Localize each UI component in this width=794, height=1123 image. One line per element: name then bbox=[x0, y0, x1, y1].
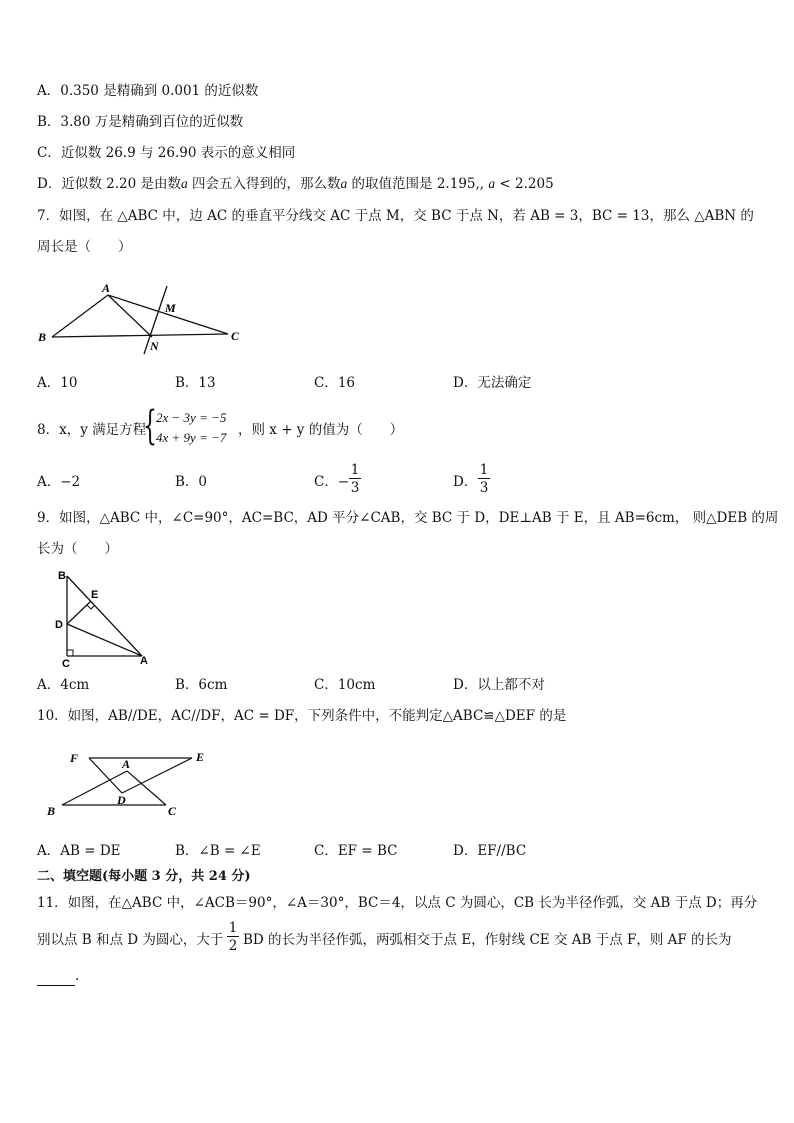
q6-option-d-mid2: 的取值范围是 2.195 bbox=[347, 176, 476, 192]
q9-option-a: A．4cm bbox=[37, 677, 90, 693]
q9-figure bbox=[52, 566, 156, 670]
q8-stem-prefix: 8．x，y 满足方程 bbox=[37, 422, 147, 438]
label-e: E bbox=[196, 750, 205, 764]
segment-bc bbox=[52, 334, 228, 337]
q7-option-d: D．无法确定 bbox=[453, 375, 532, 391]
label-a: A bbox=[140, 655, 148, 667]
q8-option-c-prefix: C．− bbox=[314, 474, 350, 490]
label-a: A bbox=[122, 757, 131, 771]
q8-option-b: B．0 bbox=[175, 474, 208, 490]
q10-stem: 10．如图，AB//DE，AC//DF，AC = DF，下列条件中，不能判定△ABC≌△DEF 的是 bbox=[37, 708, 567, 724]
label-n: N bbox=[150, 339, 159, 353]
q9-option-c: C．10cm bbox=[314, 677, 376, 693]
q6-option-d bbox=[37, 174, 554, 194]
segment-da bbox=[67, 624, 142, 656]
q11-answer-line bbox=[37, 966, 79, 986]
segment-ba bbox=[52, 295, 108, 337]
q11-stem-line2b: BD 的长为半径作弧，两弧相交于点 E，作射线 CE 交 AB 于点 F，则 AF 的长为 bbox=[243, 932, 732, 948]
label-b: B bbox=[58, 570, 66, 582]
right-angle-e bbox=[87, 605, 95, 609]
q8-equation-1: 2x − 3y = −5 bbox=[156, 410, 227, 425]
var-a: a bbox=[488, 176, 496, 191]
label-c: C bbox=[62, 658, 70, 670]
q9-stem-line1: 9．如图，△ABC 中，∠C=90°，AC=BC，AD 平分∠CAB，交 BC 于 D，DE⊥AB 于 E，且 AB=6cm， 则△DEB 的周 bbox=[37, 510, 779, 526]
label-b: B bbox=[47, 804, 56, 818]
q9-stem-line2: 长为（ ） bbox=[37, 541, 118, 557]
q6-option-d-mid: 四会五入得到的，那么数 bbox=[187, 176, 341, 192]
label-m: M bbox=[165, 301, 176, 315]
section-heading: 二、填空题(每小题 3 分，共 24 分) bbox=[37, 869, 251, 884]
q7-stem-line1: 7．如图，在 △ABC 中，边 AC 的垂直平分线交 AC 于点 M，交 BC 于点 N，若 AB = 3，BC = 13，那么 △ABN 的 bbox=[37, 208, 754, 224]
q7-option-b: B．13 bbox=[175, 375, 216, 391]
q6-option-d-prefix: D．近似数 2.20 是由数 bbox=[37, 176, 181, 192]
q6-option-d-range: ,, bbox=[475, 176, 489, 192]
answer-blank[interactable] bbox=[37, 971, 75, 986]
label-d: D bbox=[55, 619, 63, 631]
q8-option-d-prefix: D． bbox=[453, 474, 478, 490]
label-d: D bbox=[117, 793, 126, 807]
q8-equation-2: 4x + 9y = −7 bbox=[156, 430, 227, 445]
fraction-denominator: 2 bbox=[228, 938, 238, 954]
q10-option-d: D．EF//BC bbox=[453, 843, 527, 859]
fraction-numerator: 1 bbox=[350, 462, 360, 478]
q7-option-c: C．16 bbox=[314, 375, 356, 391]
q6-option-d-tail: < 2.205 bbox=[495, 176, 554, 192]
q9-option-b: B．6cm bbox=[175, 677, 228, 693]
q8-option-d-fraction bbox=[478, 462, 490, 497]
var-a: a bbox=[340, 176, 348, 191]
q7-figure bbox=[36, 280, 251, 358]
segment-ba bbox=[67, 576, 142, 656]
label-b: B bbox=[38, 330, 47, 344]
system-brace: { bbox=[143, 403, 157, 449]
q11-period: . bbox=[75, 968, 80, 984]
q11-stem-line2a: 别以点 B 和点 D 为圆心，大于 bbox=[37, 932, 224, 948]
fraction-denominator: 3 bbox=[350, 480, 360, 496]
fraction-denominator: 3 bbox=[479, 480, 489, 496]
q7-option-a: A．10 bbox=[37, 375, 78, 391]
q6-option-c: C．近似数 26.9 与 26.90 表示的意义相同 bbox=[37, 145, 296, 161]
segment-de bbox=[67, 601, 91, 624]
label-e: E bbox=[91, 589, 99, 601]
label-f: F bbox=[70, 751, 79, 765]
q10-figure bbox=[44, 745, 214, 821]
q11-fraction bbox=[227, 920, 239, 955]
q11-stem-line1: 11．如图，在△ABC 中，∠ACB＝90°，∠A＝30°，BC＝4，以点 C 为圆心，CB 长为半径作弧，交 AB 于点 D；再分 bbox=[37, 895, 758, 911]
q10-option-a: A．AB = DE bbox=[37, 843, 121, 859]
segment-an bbox=[108, 295, 152, 337]
label-c: C bbox=[231, 329, 240, 343]
label-a: A bbox=[102, 281, 111, 295]
q10-option-b: B．∠B = ∠E bbox=[175, 843, 261, 859]
q10-option-c: C．EF = BC bbox=[314, 843, 398, 859]
q8-stem-suffix: ，则 x + y 的值为（ ） bbox=[238, 422, 404, 438]
right-angle-c bbox=[67, 650, 73, 656]
var-a: a bbox=[180, 176, 188, 191]
q9-option-d: D．以上都不对 bbox=[453, 677, 545, 693]
label-c: C bbox=[168, 804, 177, 818]
q6-option-b: B．3.80 万是精确到百位的近似数 bbox=[37, 114, 244, 130]
q8-option-a: A．−2 bbox=[37, 474, 81, 490]
q7-stem-line2: 周长是（ ） bbox=[37, 239, 132, 255]
q8-option-c-fraction bbox=[349, 462, 361, 497]
q6-option-a: A．0.350 是精确到 0.001 的近似数 bbox=[37, 83, 259, 99]
fraction-numerator: 1 bbox=[479, 462, 489, 478]
fraction-numerator: 1 bbox=[228, 920, 238, 936]
